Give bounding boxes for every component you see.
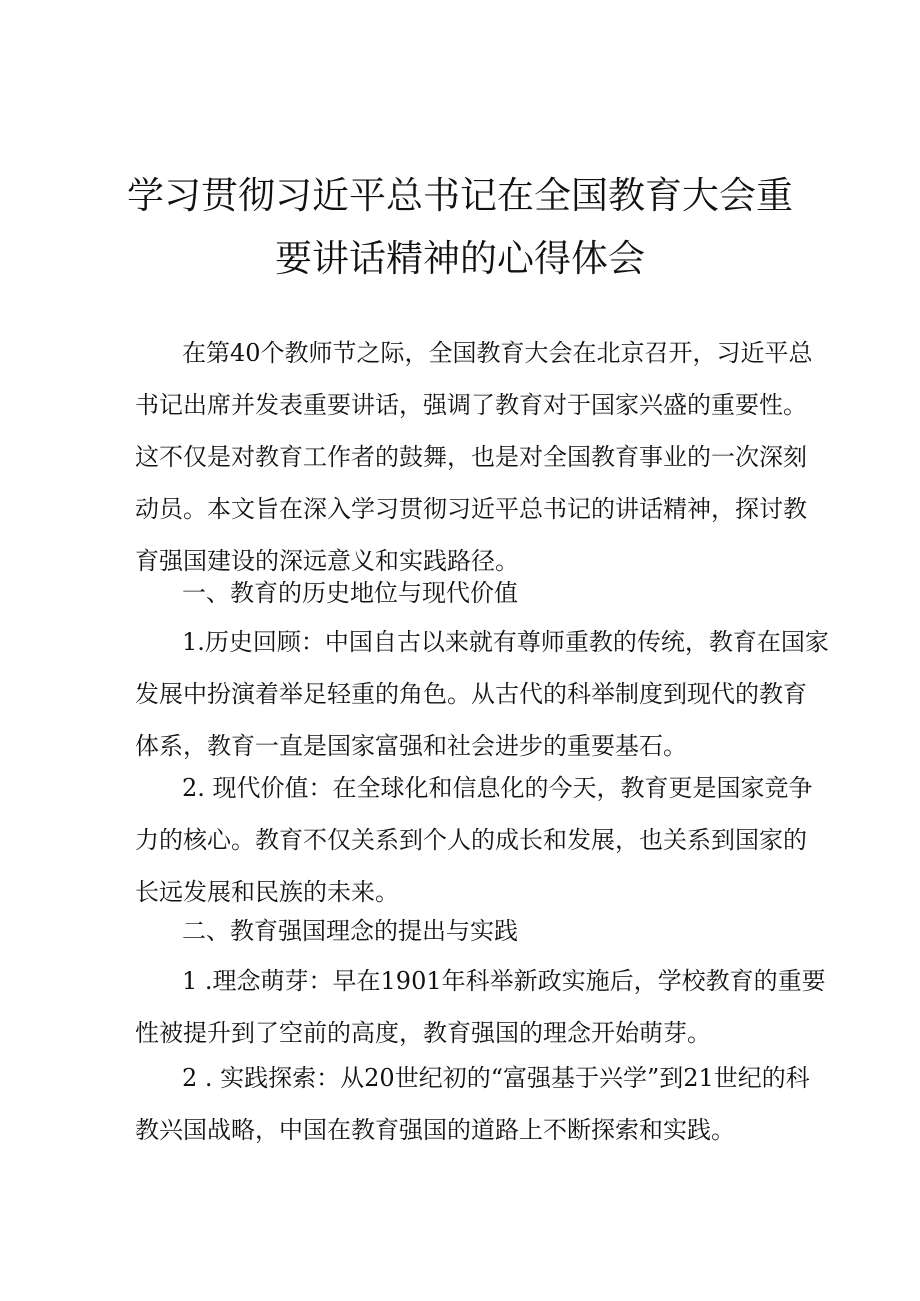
section-1-heading: 一、教育的历史地位与现代价值 (182, 579, 518, 607)
paragraph-line: 教兴国战略，中国在教育强国的道路上不断探索和实践。 (135, 1116, 735, 1144)
paragraph-line: 育强国建设的深远意义和实践路径。 (135, 547, 519, 575)
section-2-heading: 二、教育强国理念的提出与实践 (182, 917, 518, 945)
intro-paragraph (135, 327, 813, 587)
paragraph-line: 2 . 实践探索：从20世纪初的“富强基于兴学”到21世纪的科 (182, 1064, 810, 1092)
document-title-line-2: 要讲话精神的心得体会 (275, 237, 645, 280)
paragraph-line: 长远发展和民族的未来。 (135, 878, 399, 906)
section-2-item-1 (135, 955, 826, 1059)
paragraph-line: 发展中扮演着举足轻重的角色。从古代的科举制度到现代的教育 (135, 680, 807, 708)
paragraph-line: 1.历史回顾：中国自古以来就有尊师重教的传统，教育在国家 (182, 628, 829, 656)
section-1-item-1 (135, 616, 829, 772)
section-1-item-2 (135, 762, 813, 918)
section-2-item-2 (135, 1052, 810, 1156)
paragraph-line: 体系，教育一直是国家富强和社会进步的重要基石。 (135, 732, 687, 760)
paragraph-line: 动员。本文旨在深入学习贯彻习近平总书记的讲话精神，探讨教 (135, 495, 807, 523)
paragraph-line: 1 .理念萌芽：早在1901年科举新政实施后，学校教育的重要 (182, 967, 826, 995)
paragraph-line: 力的核心。教育不仅关系到个人的成长和发展，也关系到国家的 (135, 826, 807, 854)
paragraph-line: 在第40个教师节之际，全国教育大会在北京召开，习近平总 (182, 339, 813, 367)
paragraph-line: 这不仅是对教育工作者的鼓舞，也是对全国教育事业的一次深刻 (135, 443, 807, 471)
document-title-line-1: 学习贯彻习近平总书记在全国教育大会重 (127, 174, 793, 217)
paragraph-line: 2. 现代价值：在全球化和信息化的今天，教育更是国家竞争 (182, 774, 813, 802)
paragraph-line: 性被提升到了空前的高度，教育强国的理念开始萌芽。 (135, 1019, 711, 1047)
paragraph-line: 书记出席并发表重要讲话，强调了教育对于国家兴盛的重要性。 (135, 391, 807, 419)
